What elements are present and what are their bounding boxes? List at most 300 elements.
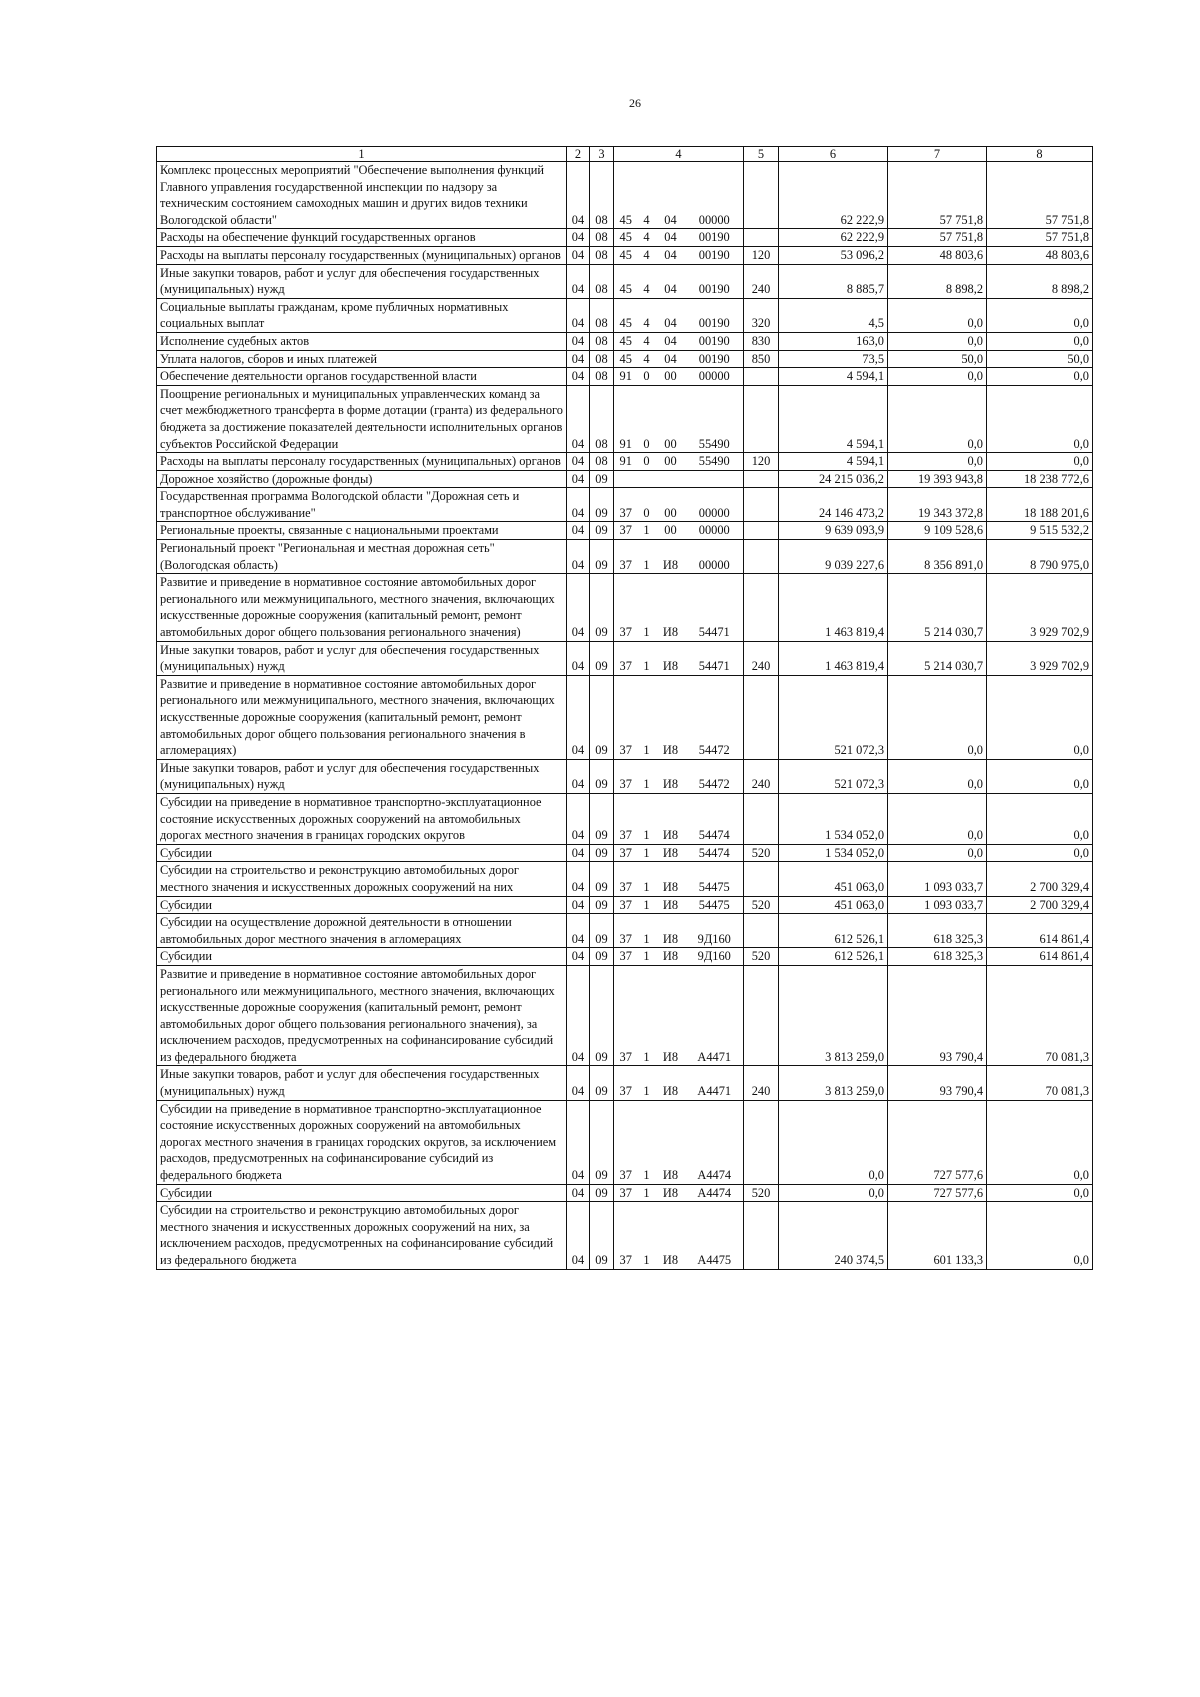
program-code: 37 [614, 1100, 638, 1184]
table-row [157, 1202, 1093, 1269]
amount-col8: 8 790 975,0 [987, 540, 1093, 574]
subsection-code: 08 [590, 453, 614, 471]
amount-col8: 18 188 201,6 [987, 488, 1093, 522]
measure-code: 04 [656, 229, 686, 247]
section-code: 04 [567, 488, 590, 522]
amount-col6: 4 594,1 [779, 368, 888, 386]
header-row [157, 147, 1093, 162]
table-row [157, 914, 1093, 948]
section-code: 04 [567, 574, 590, 641]
expense-direction-code: 54472 [686, 759, 744, 793]
table-row [157, 759, 1093, 793]
amount-col7: 727 577,6 [888, 1184, 987, 1202]
amount-col6: 1 534 052,0 [779, 793, 888, 844]
program-part-code: 0 [638, 453, 656, 471]
measure-code: 00 [656, 385, 686, 452]
amount-col6: 8 885,7 [779, 264, 888, 298]
program-code: 37 [614, 488, 638, 522]
subsection-code: 09 [590, 470, 614, 488]
amount-col7: 0,0 [888, 759, 987, 793]
program-part-code: 1 [638, 1100, 656, 1184]
measure-code: И8 [656, 540, 686, 574]
table-row [157, 350, 1093, 368]
expense-type-code [744, 162, 779, 229]
amount-col8: 0,0 [987, 385, 1093, 452]
subsection-code: 09 [590, 862, 614, 896]
subsection-code: 08 [590, 298, 614, 332]
expense-type-code [744, 862, 779, 896]
header-cell: 2 [567, 147, 590, 162]
program-part-code: 1 [638, 1066, 656, 1100]
amount-col8: 0,0 [987, 332, 1093, 350]
program-part-code: 1 [638, 844, 656, 862]
expense-type-code: 120 [744, 246, 779, 264]
budget-table [156, 146, 1093, 1270]
table-row [157, 488, 1093, 522]
subsection-code: 09 [590, 759, 614, 793]
measure-code: 04 [656, 264, 686, 298]
program-code: 37 [614, 675, 638, 759]
row-name: Исполнение судебных актов [157, 332, 567, 350]
section-code: 04 [567, 162, 590, 229]
amount-col8: 614 861,4 [987, 948, 1093, 966]
row-name: Иные закупки товаров, работ и услуг для обеспечения государственных (муниципальных) нужд [157, 1066, 567, 1100]
page-number: 26 [629, 96, 641, 110]
measure-code: 04 [656, 332, 686, 350]
measure-code: И8 [656, 793, 686, 844]
expense-direction-code: 54475 [686, 862, 744, 896]
measure-code: И8 [656, 965, 686, 1066]
program-code: 37 [614, 896, 638, 914]
amount-col6: 451 063,0 [779, 896, 888, 914]
expense-direction-code: 00000 [686, 540, 744, 574]
amount-col7: 48 803,6 [888, 246, 987, 264]
section-code: 04 [567, 368, 590, 386]
amount-col6: 0,0 [779, 1184, 888, 1202]
subsection-code: 09 [590, 896, 614, 914]
table-row [157, 574, 1093, 641]
amount-col8: 2 700 329,4 [987, 896, 1093, 914]
expense-type-code [744, 965, 779, 1066]
expense-type-code: 830 [744, 332, 779, 350]
row-name: Поощрение региональных и муниципальных управленческих команд за счет межбюджетного трансферта в форме дотации (гранта) из федерального бюджета за достижение показателей деятельности исполнительных органов субъектов Российской Федерации [157, 385, 567, 452]
amount-col8: 0,0 [987, 368, 1093, 386]
subsection-code: 09 [590, 793, 614, 844]
expense-direction-code: 54471 [686, 641, 744, 675]
expense-direction-code: 54472 [686, 675, 744, 759]
program-part-code: 1 [638, 574, 656, 641]
amount-col7: 727 577,6 [888, 1100, 987, 1184]
amount-col6: 163,0 [779, 332, 888, 350]
expense-direction-code: А4474 [686, 1100, 744, 1184]
table-row [157, 332, 1093, 350]
program-part-code: 1 [638, 948, 656, 966]
table-row [157, 965, 1093, 1066]
program-code: 45 [614, 246, 638, 264]
measure-code: 00 [656, 453, 686, 471]
expense-type-code [744, 914, 779, 948]
table-row [157, 522, 1093, 540]
subsection-code: 08 [590, 350, 614, 368]
section-code: 04 [567, 1066, 590, 1100]
expense-direction-code: 9Д160 [686, 914, 744, 948]
amount-col8: 0,0 [987, 1184, 1093, 1202]
amount-col7: 9 109 528,6 [888, 522, 987, 540]
amount-col8: 0,0 [987, 675, 1093, 759]
subsection-code: 09 [590, 1184, 614, 1202]
table-row [157, 162, 1093, 229]
program-code: 45 [614, 264, 638, 298]
expense-type-code: 520 [744, 844, 779, 862]
program-code: 37 [614, 914, 638, 948]
table-row [157, 1100, 1093, 1184]
section-code: 04 [567, 1184, 590, 1202]
program-part-code: 4 [638, 298, 656, 332]
header-cell: 5 [744, 147, 779, 162]
row-name: Субсидии на приведение в нормативное транспортно-эксплуатационное состояние искусственных дорожных сооружений на автомобильных дорогах местного значения в границах городских округов, за исключением расходов, предусмотренных на софинансирование субсидий из федерального бюджета [157, 1100, 567, 1184]
table-row [157, 1184, 1093, 1202]
expense-direction-code: А4474 [686, 1184, 744, 1202]
amount-col7: 1 093 033,7 [888, 896, 987, 914]
row-name: Субсидии на осуществление дорожной деятельности в отношении автомобильных дорог местного значения в агломерациях [157, 914, 567, 948]
section-code: 04 [567, 246, 590, 264]
subsection-code: 08 [590, 385, 614, 452]
amount-col8: 0,0 [987, 453, 1093, 471]
program-code: 37 [614, 862, 638, 896]
amount-col7: 8 898,2 [888, 264, 987, 298]
measure-code: 00 [656, 368, 686, 386]
amount-col7: 618 325,3 [888, 948, 987, 966]
expense-type-code [744, 675, 779, 759]
section-code: 04 [567, 298, 590, 332]
section-code: 04 [567, 948, 590, 966]
program-code: 45 [614, 350, 638, 368]
section-code: 04 [567, 965, 590, 1066]
amount-col7: 8 356 891,0 [888, 540, 987, 574]
program-code: 45 [614, 162, 638, 229]
section-code: 04 [567, 641, 590, 675]
expense-type-code [744, 368, 779, 386]
amount-col7: 5 214 030,7 [888, 641, 987, 675]
amount-col6: 240 374,5 [779, 1202, 888, 1269]
program-code: 37 [614, 1202, 638, 1269]
section-code: 04 [567, 759, 590, 793]
program-part-code: 4 [638, 350, 656, 368]
measure-code: И8 [656, 1066, 686, 1100]
table-row [157, 896, 1093, 914]
row-name: Субсидии на приведение в нормативное транспортно-эксплуатационное состояние искусственных дорожных сооружений на автомобильных дорогах местного значения в границах городских округов [157, 793, 567, 844]
program-code: 91 [614, 453, 638, 471]
row-name: Социальные выплаты гражданам, кроме публичных нормативных социальных выплат [157, 298, 567, 332]
expense-type-code: 240 [744, 264, 779, 298]
program-part-code: 1 [638, 675, 656, 759]
header-cell: 4 [614, 147, 744, 162]
expense-type-code: 850 [744, 350, 779, 368]
program-part-code: 1 [638, 965, 656, 1066]
expense-type-code [744, 1100, 779, 1184]
amount-col6: 4 594,1 [779, 385, 888, 452]
expense-direction-code: 55490 [686, 385, 744, 452]
section-code: 04 [567, 914, 590, 948]
row-name: Субсидии [157, 1184, 567, 1202]
amount-col6: 53 096,2 [779, 246, 888, 264]
amount-col6: 9 639 093,9 [779, 522, 888, 540]
row-name: Развитие и приведение в нормативное состояние автомобильных дорог регионального или межмуниципального, местного значения, включающих искусственные дорожные сооружения (капитальный ремонт, ремонт автомобильных дорог общего пользования регионального значения в агломерациях) [157, 675, 567, 759]
program-part-code: 1 [638, 522, 656, 540]
header-cell: 3 [590, 147, 614, 162]
row-name: Дорожное хозяйство (дорожные фонды) [157, 470, 567, 488]
subsection-code: 08 [590, 368, 614, 386]
amount-col6: 3 813 259,0 [779, 965, 888, 1066]
amount-col8: 0,0 [987, 1100, 1093, 1184]
amount-col8: 8 898,2 [987, 264, 1093, 298]
row-name: Развитие и приведение в нормативное состояние автомобильных дорог регионального или межмуниципального, местного значения, включающих искусственные дорожные сооружения (капитальный ремонт, ремонт автомобильных дорог общего пользования регионального значения), за исключением расходов, предусмотренных на софинансирование субсидий из федерального бюджета [157, 965, 567, 1066]
expense-direction-code: 00190 [686, 229, 744, 247]
amount-col6: 9 039 227,6 [779, 540, 888, 574]
amount-col6: 612 526,1 [779, 914, 888, 948]
subsection-code: 08 [590, 246, 614, 264]
section-code: 04 [567, 264, 590, 298]
row-name: Уплата налогов, сборов и иных платежей [157, 350, 567, 368]
subsection-code: 08 [590, 264, 614, 298]
program-part-code: 4 [638, 229, 656, 247]
amount-col8: 70 081,3 [987, 965, 1093, 1066]
expense-type-code [744, 229, 779, 247]
expense-direction-code: 54474 [686, 844, 744, 862]
amount-col7: 93 790,4 [888, 1066, 987, 1100]
measure-code: И8 [656, 844, 686, 862]
section-code: 04 [567, 862, 590, 896]
table-row [157, 368, 1093, 386]
expense-type-code: 520 [744, 1184, 779, 1202]
section-code: 04 [567, 350, 590, 368]
program-code: 45 [614, 298, 638, 332]
amount-col8: 0,0 [987, 759, 1093, 793]
program-part-code: 1 [638, 896, 656, 914]
program-code: 45 [614, 229, 638, 247]
table-row [157, 844, 1093, 862]
program-code: 37 [614, 793, 638, 844]
measure-code: И8 [656, 948, 686, 966]
section-code: 04 [567, 896, 590, 914]
amount-col7: 19 393 943,8 [888, 470, 987, 488]
expense-direction-code [686, 470, 744, 488]
subsection-code: 09 [590, 1100, 614, 1184]
subsection-code: 09 [590, 574, 614, 641]
amount-col8: 57 751,8 [987, 229, 1093, 247]
header-cell: 8 [987, 147, 1093, 162]
measure-code: И8 [656, 759, 686, 793]
amount-col8: 614 861,4 [987, 914, 1093, 948]
amount-col6: 4 594,1 [779, 453, 888, 471]
table-row [157, 470, 1093, 488]
program-part-code: 4 [638, 162, 656, 229]
row-name: Региональный проект "Региональная и местная дорожная сеть" (Вологодская область) [157, 540, 567, 574]
program-code: 37 [614, 948, 638, 966]
row-name: Государственная программа Вологодской области "Дорожная сеть и транспортное обслуживание" [157, 488, 567, 522]
table-row [157, 862, 1093, 896]
expense-type-code [744, 522, 779, 540]
program-code [614, 470, 638, 488]
program-part-code: 1 [638, 759, 656, 793]
amount-col6: 24 146 473,2 [779, 488, 888, 522]
expense-direction-code: 00000 [686, 488, 744, 522]
expense-direction-code: 00190 [686, 332, 744, 350]
expense-type-code: 320 [744, 298, 779, 332]
program-code: 37 [614, 1184, 638, 1202]
program-code: 37 [614, 574, 638, 641]
section-code: 04 [567, 332, 590, 350]
expense-direction-code: 00000 [686, 368, 744, 386]
expense-type-code [744, 385, 779, 452]
table-row [157, 246, 1093, 264]
program-part-code: 4 [638, 246, 656, 264]
row-name: Субсидии [157, 948, 567, 966]
program-code: 37 [614, 641, 638, 675]
measure-code: 00 [656, 488, 686, 522]
program-code: 91 [614, 385, 638, 452]
expense-type-code: 240 [744, 641, 779, 675]
table-row [157, 948, 1093, 966]
amount-col6: 521 072,3 [779, 759, 888, 793]
row-name: Субсидии [157, 896, 567, 914]
amount-col8: 0,0 [987, 298, 1093, 332]
section-code: 04 [567, 453, 590, 471]
table-row [157, 1066, 1093, 1100]
section-code: 04 [567, 1100, 590, 1184]
program-part-code: 1 [638, 793, 656, 844]
amount-col6: 3 813 259,0 [779, 1066, 888, 1100]
row-name: Иные закупки товаров, работ и услуг для обеспечения государственных (муниципальных) нужд [157, 264, 567, 298]
expense-direction-code: 00000 [686, 162, 744, 229]
measure-code: И8 [656, 896, 686, 914]
amount-col6: 62 222,9 [779, 162, 888, 229]
program-code: 45 [614, 332, 638, 350]
row-name: Субсидии [157, 844, 567, 862]
subsection-code: 09 [590, 965, 614, 1066]
amount-col8: 3 929 702,9 [987, 641, 1093, 675]
amount-col7: 601 133,3 [888, 1202, 987, 1269]
amount-col7: 0,0 [888, 368, 987, 386]
expense-direction-code: 00190 [686, 298, 744, 332]
amount-col8: 50,0 [987, 350, 1093, 368]
row-name: Обеспечение деятельности органов государственной власти [157, 368, 567, 386]
amount-col8: 0,0 [987, 844, 1093, 862]
section-code: 04 [567, 470, 590, 488]
amount-col6: 73,5 [779, 350, 888, 368]
program-part-code: 1 [638, 862, 656, 896]
measure-code: И8 [656, 641, 686, 675]
program-code: 37 [614, 1066, 638, 1100]
amount-col6: 1 463 819,4 [779, 641, 888, 675]
table-row [157, 453, 1093, 471]
amount-col7: 93 790,4 [888, 965, 987, 1066]
section-code: 04 [567, 522, 590, 540]
measure-code: 00 [656, 522, 686, 540]
program-code: 37 [614, 965, 638, 1066]
expense-type-code: 120 [744, 453, 779, 471]
expense-direction-code: А4471 [686, 965, 744, 1066]
expense-type-code: 240 [744, 1066, 779, 1100]
amount-col6: 1 534 052,0 [779, 844, 888, 862]
amount-col6: 0,0 [779, 1100, 888, 1184]
subsection-code: 09 [590, 914, 614, 948]
subsection-code: 08 [590, 332, 614, 350]
subsection-code: 09 [590, 540, 614, 574]
program-part-code: 1 [638, 641, 656, 675]
measure-code: 04 [656, 350, 686, 368]
amount-col6: 521 072,3 [779, 675, 888, 759]
subsection-code: 08 [590, 162, 614, 229]
amount-col7: 0,0 [888, 453, 987, 471]
measure-code [656, 470, 686, 488]
subsection-code: 09 [590, 1066, 614, 1100]
subsection-code: 09 [590, 675, 614, 759]
expense-type-code: 520 [744, 896, 779, 914]
program-part-code: 0 [638, 488, 656, 522]
measure-code: И8 [656, 1184, 686, 1202]
amount-col7: 57 751,8 [888, 162, 987, 229]
program-part-code: 1 [638, 1184, 656, 1202]
row-name: Расходы на выплаты персоналу государственных (муниципальных) органов [157, 246, 567, 264]
amount-col6: 62 222,9 [779, 229, 888, 247]
program-part-code: 4 [638, 332, 656, 350]
amount-col8: 18 238 772,6 [987, 470, 1093, 488]
row-name: Расходы на выплаты персоналу государственных (муниципальных) органов [157, 453, 567, 471]
subsection-code: 09 [590, 948, 614, 966]
amount-col7: 5 214 030,7 [888, 574, 987, 641]
amount-col7: 0,0 [888, 385, 987, 452]
section-code: 04 [567, 229, 590, 247]
table-row [157, 264, 1093, 298]
expense-type-code [744, 793, 779, 844]
program-part-code: 0 [638, 368, 656, 386]
section-code: 04 [567, 385, 590, 452]
amount-col7: 0,0 [888, 844, 987, 862]
row-name: Субсидии на строительство и реконструкцию автомобильных дорог местного значения и искусственных дорожных сооружений на них, за исключением расходов, предусмотренных на софинансирование субсидий из федерального бюджета [157, 1202, 567, 1269]
expense-type-code [744, 1202, 779, 1269]
expense-type-code: 240 [744, 759, 779, 793]
amount-col6: 1 463 819,4 [779, 574, 888, 641]
expense-type-code [744, 488, 779, 522]
subsection-code: 09 [590, 1202, 614, 1269]
subsection-code: 09 [590, 641, 614, 675]
subsection-code: 08 [590, 229, 614, 247]
amount-col7: 19 343 372,8 [888, 488, 987, 522]
expense-direction-code: 54474 [686, 793, 744, 844]
amount-col7: 0,0 [888, 298, 987, 332]
program-part-code: 1 [638, 1202, 656, 1269]
section-code: 04 [567, 675, 590, 759]
expense-direction-code: 00190 [686, 264, 744, 298]
table-row [157, 229, 1093, 247]
amount-col8: 9 515 532,2 [987, 522, 1093, 540]
table-row [157, 298, 1093, 332]
expense-direction-code: 00190 [686, 350, 744, 368]
header-cell: 7 [888, 147, 987, 162]
program-code: 37 [614, 540, 638, 574]
amount-col6: 4,5 [779, 298, 888, 332]
row-name: Иные закупки товаров, работ и услуг для обеспечения государственных (муниципальных) нужд [157, 759, 567, 793]
expense-direction-code: 9Д160 [686, 948, 744, 966]
expense-direction-code: 55490 [686, 453, 744, 471]
amount-col8: 57 751,8 [987, 162, 1093, 229]
expense-type-code [744, 470, 779, 488]
header-cell: 6 [779, 147, 888, 162]
table-row [157, 540, 1093, 574]
subsection-code: 09 [590, 522, 614, 540]
amount-col6: 451 063,0 [779, 862, 888, 896]
